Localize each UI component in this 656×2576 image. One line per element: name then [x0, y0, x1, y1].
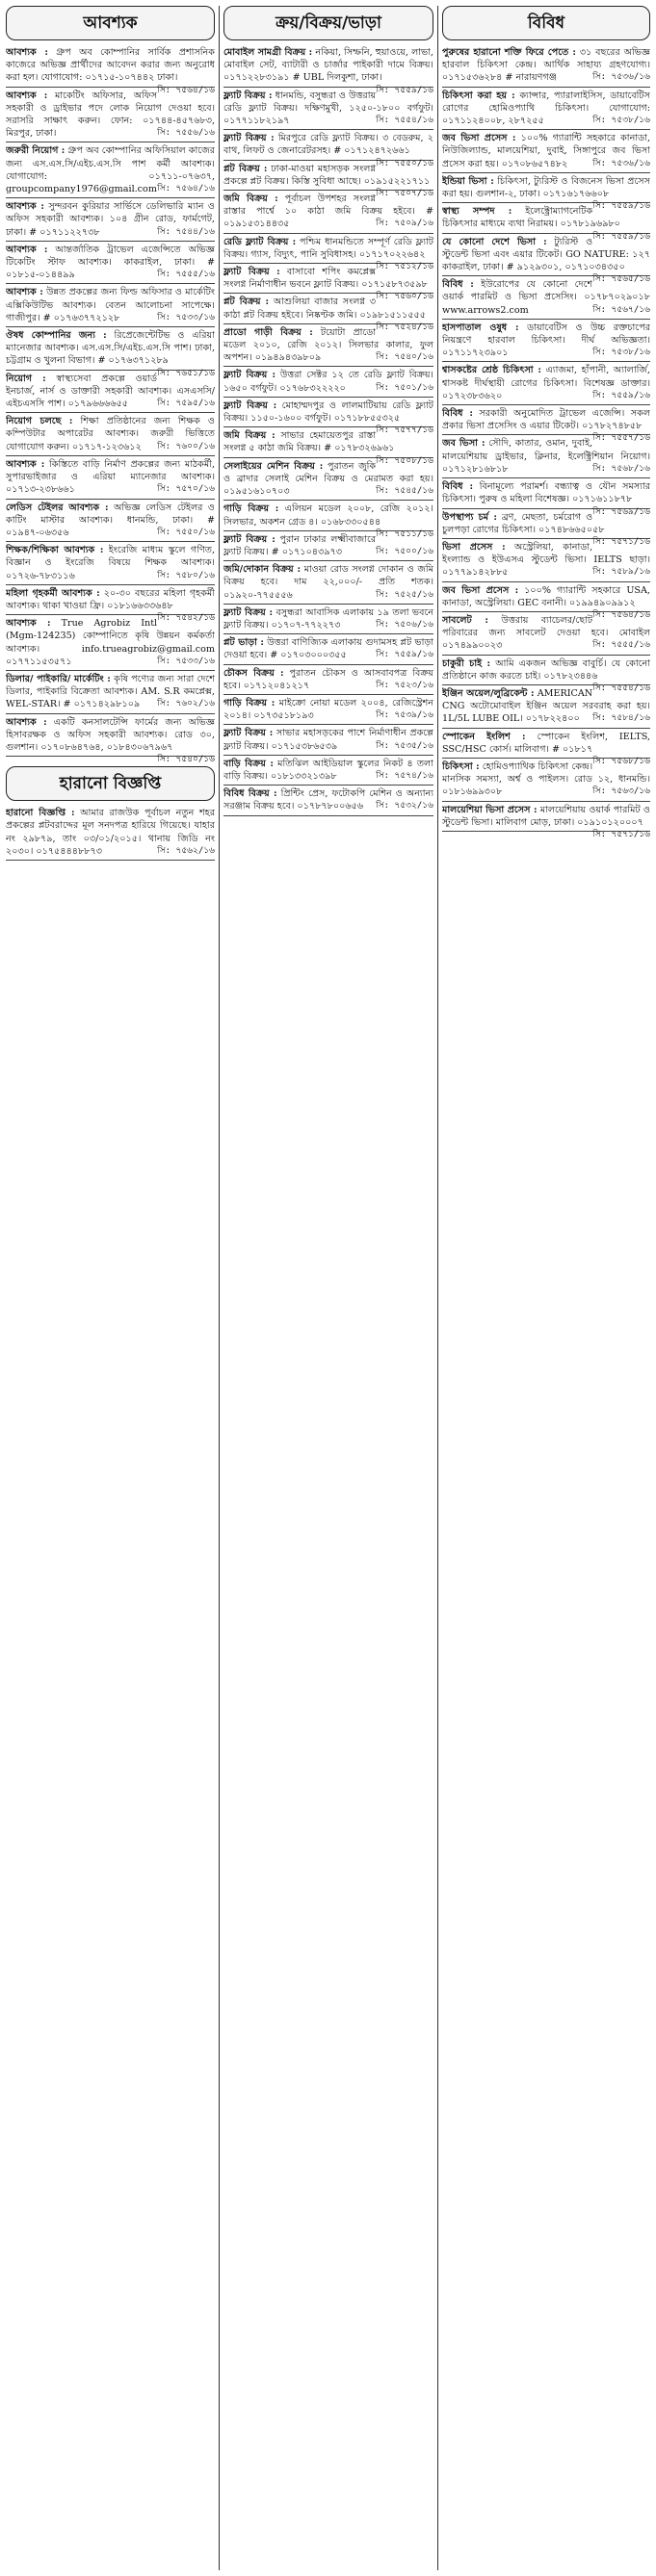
ad-keyword: জব ভিসা প্রসেস : — [442, 133, 516, 144]
column-wanted — [6, 6, 215, 2570]
ad-body: পশ্চিম ধানমন্ডিতে সম্পূর্ণ রেডি ফ্ল্যাট বিক্রয়। গ্যাস, বিদ্যুৎ, পানি সুবিধাসহ। ০১৭১৭০২২৬৪২ — [223, 236, 433, 260]
classified-ad — [223, 369, 433, 397]
classified-ad — [6, 90, 215, 143]
ad-code: সি: ৭৫৫৯/১৬ — [376, 85, 433, 95]
ad-keyword: স্বাস্থ্য সম্পদ : — [442, 206, 512, 218]
section-header-miscellaneous: বিবিধ — [442, 6, 650, 40]
ad-keyword: শিক্ষক/শিক্ষিকা আবশ্যক : — [6, 545, 104, 556]
ad-keyword: মহিলা গৃহকর্মী আবশ্যক : — [6, 587, 100, 599]
ad-keyword: ফ্ল্যাট বিক্রয় : — [223, 728, 274, 739]
classified-ad — [442, 132, 650, 173]
ad-keyword: আবশ্যক : — [6, 47, 48, 58]
ad-code: সি: ৭৫৭১/১৬ — [592, 536, 650, 547]
ad-code: সি: ৭৫৫৪/১৬ — [592, 683, 650, 693]
ad-keyword: জরুরী নিয়োগ : — [6, 145, 66, 157]
classified-ad — [223, 46, 433, 95]
ad-code: সি: ৭৫২৫/১৬ — [376, 589, 433, 600]
ad-body: পূর্বাচল উপশহর সংলগ্ন রাস্তার পার্শ্বে ১০ কাঠা জমি বিক্রয় হইবে। # ০১৯১৫৩১৪৪৩৫ — [223, 193, 433, 230]
ad-body: গ্রুপ অব কোম্পানির অফিসিয়াল কাজের জন্য এস.এস.সি/এইচ.এস.সি পাশ কর্মী আবশ্যক। যোগাযোগ: ০১৭১১-০৭৬৩৭, groupcompany1976@gmail.com — [6, 145, 215, 195]
ads-list-lost-notice — [6, 807, 215, 861]
ad-body: চিকিৎসা, ট্যুরিস্ট ও বিজনেস ভিসা প্রসেস করা হয়। গুলশান-২, ঢাকা। ০১৭১৬১৭৬৬০৮ — [442, 175, 650, 200]
ad-keyword: ফ্ল্যাট বিক্রয় : — [223, 90, 273, 101]
ad-keyword: মালয়েশিয়া ভিসা প্রসেস : — [442, 804, 538, 815]
ads-list-wanted — [6, 46, 215, 765]
ad-code: সি: ৭৫৬২/১৬ — [157, 845, 215, 856]
ad-body: উত্তরা বাণিজ্যিক এলাকায় গুদামসহ প্লট ভাড়া দেওয়া হবে। # ০১৭০৩০০০৩৫৫ — [223, 637, 433, 661]
ad-body: ৩১ বছরের অভিজ্ঞ হারবাল চিকিৎসা কেন্দ্র। আর্থিক সাহায্য গ্রহণযোগ্য। ০১৭১৫৩৬২৮৪ # নারায়ণগঞ্জ — [442, 47, 650, 84]
classified-ad — [223, 132, 433, 168]
ad-body: পুরাতন চৌকস ও আসবাবপত্র বিক্রয় হবে। ০১৭১২০৪১২১৭ — [223, 667, 433, 691]
ad-body: গ্রুপ অব কোম্পানির সার্বিক প্রশাসনিক কাজেরে অভিজ্ঞ প্রার্থীদের আবেদন করার জন্য অনুরোধ করা হল। যোগাযোগ: ০১৭১৫-১০৭৪৪২ ঢাকা। — [6, 47, 215, 84]
ad-body: মাওয়া রোড সংলগ্ন দোকান ও জমি বিক্রয় হবে। দাম ২২,০০০/- প্রতি শতক। ০১৯২০-৭৭৫৫৫৬ — [223, 564, 433, 601]
ad-keyword: স্পোকেন ইংলিশ : — [442, 731, 526, 742]
ad-body: কিস্তিতে বাড়ি নির্মাণ প্রকল্পের জন্য মাঠকর্মী, সুপারভাইজার ও এরিয়া ম্যানেজার আবশ্যক। ০১৭১৩-২৩৮৬৬১ — [6, 458, 215, 496]
ad-body: ইলেক্ট্রোম্যাগনেটিক চিকিৎসার মাধ্যমে ব্যথা নিরাময়। ০১৭৮১৯৬৯৮০ — [442, 206, 620, 230]
ad-body: সাভার হেমায়েতপুর রাস্তা সংলগ্ন ৫ কাঠা জমি বিক্রয়। # ০১৭৮৩২৬৯৬১ — [223, 430, 395, 454]
ad-keyword: শ্বাসকষ্টের শ্রেষ্ঠ চিকিৎসা : — [442, 365, 541, 376]
ad-code: সি: ৭৫৫৯/১৬ — [376, 650, 433, 660]
ad-keyword: ইন্ডিয়া ভিসা : — [442, 175, 494, 187]
ad-body: প্রিন্টিং প্রেস, ফটোকপি মেশিন ও অন্যান্য সরঞ্জাম বিক্রয় হবে। ০১৭৮৭৮০০৬৫৬ — [223, 788, 433, 812]
ad-body: আমার রাজউক পূর্বাচল নতুন শহর প্রকল্পের প্লটবরাদ্দের মূল সনদপত্র হারিয়ে গিয়েছে। যাহার নং ২৯৮৭৯, তাং ০৩/০১/২০১৫। থানায় জিডি নং ২০৩০। ০১৭৫৪৪৪৮৮৭৩ — [6, 808, 215, 857]
ad-code: সি: ৭৫৭১/১৬ — [592, 829, 650, 839]
ad-code: সি: ৭৫৬৪/১৬ — [592, 609, 650, 620]
ad-body: সরকারী অনুমোদিত ট্রাভেল এজেন্সি। সকল প্রকার ভিসা প্রসেসিং ও এয়ার টিকেট। ০১৭৮২৭৪৮৫৮ — [442, 408, 650, 432]
ad-code: সি: ৭৫০৯/১৬ — [376, 219, 433, 229]
ad-keyword: সাবলেট : — [442, 614, 488, 626]
ad-keyword: জব ভিসা : — [442, 438, 485, 450]
ad-body: হোমিওপ্যাথিক চিকিৎসা কেন্দ্র। মানসিক সমস্যা, অর্শ্ব ও পাইলস। রোড ১২, ধানমন্ডি। ০১৮১৬৯৯৩০৮ — [442, 760, 650, 798]
ad-keyword: প্লট ভাড়া : — [223, 637, 264, 649]
ad-body: মোহাম্মদপুর ও লালমাটিয়ায় রেডি ফ্ল্যাট বিক্রয়। ১১৫০-১৬০০ বর্গফুট। ০১৭১৮৮৫৫৩২৫ — [223, 399, 433, 425]
ad-code: সি: ৭৫৮৪/১৬ — [592, 713, 650, 724]
ad-code: সি: ৭৫১১/১৬ — [376, 528, 433, 539]
ad-keyword: ইঞ্জিন অয়েল/লুব্রিকেন্ট : — [442, 687, 535, 699]
classified-ad — [223, 727, 433, 755]
ad-body: অভিজ্ঞ লেডিস টেইলর ও কাটিং মাস্টার আবশ্যক। ধানমন্ডি, ঢাকা। # ০১৯৪৭-০৬৩৫৬ — [6, 502, 215, 538]
ad-body: সুন্দরবন কুরিয়ার সার্ভিসে ডেলিভারি ম্যান ও অফিস সহকারী আবশ্যক। ১০৪ গ্রীন রোড, ফার্মগেট, ঢাকা। # ০১৭১১২২৭৩৮ — [6, 201, 215, 238]
section-header-wanted: আবশ্যক — [6, 6, 215, 40]
ad-code: সি: ৭৫৬৪/১৬ — [157, 85, 215, 95]
ad-code: সি: ৭৫৫৫/১৬ — [157, 270, 215, 280]
ad-keyword: বিবিধ : — [442, 481, 474, 493]
ad-body: মতিঝিল আইডিয়াল স্কুলের নিকট ৪ তলা বাড়ি বিক্রয়। ০১৮১৩৩২১৩৯৮ — [223, 758, 433, 782]
ad-body: ঢাকা-মাওয়া মহাসড়ক সংলগ্ন প্রকল্পে প্লট বিক্রয়। কিস্তি সুবিধা আছে। ০১৯১৫২২১৭১১ — [223, 163, 431, 187]
ad-body: ডায়াবেটিস ও উচ্চ রক্তচাপের নিয়ন্ত্রণে হারবাল চিকিৎসা। দীর্ঘ অভিজ্ঞতা। ০১৭১১৭২৩৯০১ — [442, 322, 650, 359]
ad-body: মিরপুরে রেডি ফ্ল্যাট বিক্রয়। ৩ বেডরুম, ২ বাথ, লিফট ও জেনারেটরসহ। # ০১৭১২৪৭২৬৬১ — [223, 133, 433, 157]
ad-keyword: নিয়োগ চলছে : — [6, 416, 73, 427]
ad-keyword: সেলাইয়ের মেশিন বিক্রয় : — [223, 460, 324, 472]
ad-code: সি: ৭৫০৭/১৬ — [376, 189, 433, 199]
ad-code: সি: ৭৫৩৯/১৬ — [376, 710, 433, 721]
ad-code: সি: ৭৫৫৯/১৬ — [592, 231, 650, 242]
ad-body: True Agrobiz Intl (Mgm-124235) কোম্পানিতে কৃষি উন্নয়ন কর্মকর্তা আবশ্যক। info.trueagrobiz@gmail.com ০১৭৭১১৫৩৫৭১ — [6, 618, 215, 667]
ad-body: ২০-৩০ বছরের মহিলা গৃহকর্মী আবশ্যক। থাকা খাওয়া ফ্রি। ০১৮১৬৬৩৩৬৪৮ — [6, 587, 215, 611]
classified-ad — [6, 716, 215, 765]
ad-code: সি: ৭৫৩৩/১৬ — [157, 656, 215, 666]
classified-ad — [6, 502, 215, 543]
section-header-lost-notice: হারানো বিজ্ঞপ্তি — [6, 766, 215, 801]
ad-code: সি: ৭৬০২/১৬ — [157, 699, 215, 709]
ad-code: সি: ৭৫৩৮/১৬ — [592, 348, 650, 358]
ad-code: সি: ৭৫৪২/১৬ — [157, 613, 215, 624]
classified-ad — [6, 46, 215, 95]
ad-code: সি: ৭৫৭০/১৬ — [157, 484, 215, 495]
ad-body: বসুন্ধরা আবাসিক এলাকায় ১৯ তলা ভবনে ফ্ল্যাট বিক্রয়। ০১৭০৭-৭৭২২৭৩ — [223, 606, 433, 631]
ad-code: সি: ৭৫৭৭/১৬ — [376, 425, 433, 436]
ad-code: সি: ৭৫০১/১৬ — [376, 382, 433, 393]
ad-body: মাকেটিং অফিসার, অফিস সহকারী ও ড্রাইভার পদে লোক নিয়োগ দেওয়া হবে। সরাসরি সাক্ষাৎ করুন। ফোন: ০১৭৪৪-৪৫৭৬৮৩, মিরপুর, ঢাকা। — [6, 90, 215, 140]
ad-keyword: চৌকস বিক্রয় : — [223, 667, 284, 679]
ad-code: সি: ৭৫৫০/১৬ — [157, 527, 215, 537]
ad-code: সি: ৭৫৪০/১৬ — [376, 352, 433, 363]
ad-body: আন্তর্জাতিক ট্রাভেল এজেন্সিতে অভিজ্ঞ টিকেটিং স্টাফ আবশ্যক। কাকরাইল, ঢাকা। # ০১৮১৫-০১৪৪৯৯ — [6, 244, 215, 281]
ad-code: সি: ৭৫৩৬/১৬ — [592, 72, 650, 83]
ad-keyword: উপস্থাপ্য চর্ম : — [442, 511, 497, 523]
ad-keyword: আবশ্যক : — [6, 716, 47, 728]
classified-ad — [223, 787, 433, 815]
classified-ad — [442, 90, 650, 131]
ad-code: সি: ৭৫৪৫/১৬ — [376, 486, 433, 497]
ad-code: সি: ৭৫৬৮/১৬ — [592, 756, 650, 766]
ad-keyword: জমি বিক্রয় : — [223, 193, 278, 205]
ad-keyword: প্লট বিক্রয় : — [223, 296, 270, 308]
ad-body: উত্তরা সেক্টর ১২ তে রেডি ফ্ল্যাট বিক্রয়। ১৬৫০ বর্গফুট। ০১৭৬৮৩২২২২০ — [223, 370, 433, 394]
ad-code: সি: ৭৬০০/১৬ — [157, 441, 215, 451]
section-header-buy-sell-rent: ক্রয়/বিক্রয়/ভাড়া — [223, 6, 433, 40]
ad-code: সি: ৭৫৫৪/১৬ — [376, 116, 433, 126]
ad-keyword: ডিলার/ পাইকারি/ মার্কেটিং : — [6, 673, 111, 684]
ad-body: সাভার মহাসড়কের পাশে নির্মাণাধীন প্রকল্পে ফ্ল্যাট বিক্রয়। ০১৭১৫৩৮৬৫৩৯ — [223, 728, 433, 752]
ad-code: সি: ৭৫৬৩/১৬ — [592, 786, 650, 797]
ad-body: এলিয়ন মডেল ২০০৮, রেজি ২০১২। সিলভার, অকশন গ্রেড ৪। ০১৬৮৩৩০৫৪৪ — [223, 503, 433, 528]
ad-code: সি: ৭৬৫১/১৬ — [157, 368, 215, 378]
ad-keyword: জমি/দোকান বিক্রয় : — [223, 564, 302, 576]
ad-code: সি: ৭৫৬৭/১৬ — [592, 304, 650, 315]
classified-ad — [223, 697, 433, 725]
ad-keyword: জব ভিসা প্রসেস : — [442, 584, 519, 596]
ad-body: ইউরোপের যে কোনো দেশে ওয়ার্ক পারমিট ও ভিসা প্রসেসিং। ০১৭৮৭০২৯০১৮ www.arrows2.com — [442, 279, 650, 316]
ads-list-buy-sell-rent — [223, 46, 433, 816]
ad-keyword: চিকিৎসা করা হয় : — [442, 90, 515, 101]
ad-keyword: চাকুরী চাই : — [442, 657, 491, 669]
ad-code: সি: ৭৫৪০/১৬ — [157, 755, 215, 765]
ad-keyword: ফ্ল্যাট বিক্রয় : — [223, 533, 276, 545]
ad-code: সি: ৭৫৩৬/১৬ — [592, 158, 650, 168]
classified-ad — [223, 606, 433, 634]
ad-code: সি: ৭৫০৬/১৬ — [376, 619, 433, 630]
column-divider — [437, 6, 438, 2570]
ad-keyword: আবশ্যক : — [6, 287, 43, 298]
ad-keyword: আবশ্যক : — [6, 458, 45, 470]
classified-ad — [223, 236, 433, 272]
ad-body: উন্নত প্রকল্পের জন্য ফিল্ড অফিসার ও মার্কেটিং এক্সিকিউটিভ আবশ্যক। বেতন আলোচনা সাপেক্ষে। গাজীপুর। # ০১৭৬৩৭৭২১২৮ — [6, 287, 215, 323]
ad-body: AMERICAN CNG অটোমোবাইল ইঞ্জিন অয়েল সরবরাহ করা হয়। 1L/5L LUBE OIL। ০১৭৮২২৪০০ — [442, 687, 650, 725]
ad-body: পুরাতন জুকি ও ব্রাদার সেলাই মেশিন বিক্রয় ও মেরামত করা হয়। ০১৯৫১৬১০৭০৩ — [223, 460, 433, 498]
classified-ad — [6, 544, 215, 585]
classified-ad — [442, 46, 650, 88]
ad-code: সি: ৭৫৬৫/১৬ — [592, 274, 650, 285]
classified-ad — [442, 364, 650, 405]
ad-code: সি: ৭৫৪৪/১৬ — [157, 226, 215, 237]
ad-keyword: চিকিৎসা : — [442, 760, 480, 772]
ad-body: নকিয়া, সিম্ফনি, হুয়াওয়ে, লাভা, মোবাইল সেট, ব্যাটারী ও চার্জার পাইকারী দামে বিক্রয়। ০১৭১২২৮৩১৯১ # UBL দিলকুশা, ঢাকা। — [223, 47, 433, 84]
ad-body: টয়োটা প্রাডো মডেল ২০১০, রেজি ২০১২। সিলভার কালার, ফুল অপশন। ০১৯৪৯৪৩৯৮০৯ — [223, 326, 433, 364]
classified-ad — [223, 636, 433, 664]
ad-keyword: আবশ্যক : — [6, 201, 44, 213]
ad-keyword: আবশ্যক : — [6, 244, 48, 255]
ad-body: সৌদি, কাতার, ওমান, দুবাই, মালয়েশিয়ায় ড্রাইভার, ক্লিনার, ইলেক্ট্রিশিয়ান নিয়োগ। ০১৭১২৮১৬৮১৮ — [442, 438, 650, 475]
ad-keyword: ফ্ল্যাট বিক্রয় : — [223, 399, 277, 411]
ad-body: উত্তরায় ব্যাচেলর/ছোট পরিবারের জন্য সাবলেট দেওয়া হবে। মোবাইল ০১৭৪৯৯০০২৩ — [442, 614, 650, 652]
ad-keyword: হারানো বিজ্ঞপ্তি : — [6, 808, 75, 819]
ad-code: সি: ৭৫৩৫/১৬ — [376, 740, 433, 751]
ad-keyword: ফ্ল্যাট বিক্রয় : — [223, 370, 276, 381]
ad-body: ধানমন্ডি, বসুন্ধরা ও উত্তরায় রেডি ফ্ল্যাট বিক্রয়। দক্ষিণমুখী, ১২৫০-১৮০০ বর্গফুট। ০১৭৭১১৮২১৯৭ — [223, 90, 433, 127]
ad-keyword: বিবিধ বিক্রয় : — [223, 788, 277, 800]
ad-code: সি: ৭৫৩৩/১৬ — [157, 312, 215, 322]
ad-code: সি: ৭৫৩২/১৬ — [376, 801, 433, 811]
ad-body: আমি একজন অভিজ্ঞ বাবুর্চি। যে কোনো প্রতিষ্ঠানে কাজ করতে চাই। ০১৭৮২৩৪৪৬ — [442, 657, 650, 682]
ad-code: সি: ৭৫৯৫/১৬ — [157, 399, 215, 409]
ad-code: সি: ৭৫১২/১৬ — [376, 262, 433, 272]
ad-body: ট্যুরিস্ট ও স্টুডেন্ট ভিসা এবং এয়ার টিকেট। GO NATURE: ১২৭ কাকরাইল, ঢাকা। # ৯১২৯৩০১, ০১৭১০৩৪৩৫০ — [442, 236, 650, 273]
ad-code: সি: ৭৫৫৬/১৬ — [157, 128, 215, 139]
ad-keyword: ফ্ল্যাট বিক্রয় : — [223, 267, 280, 278]
column-miscellaneous — [442, 6, 650, 2570]
ad-keyword: প্রাডো গাড়ী বিক্রয় : — [223, 326, 313, 338]
ad-code: সি: ৭৫৮০/১৬ — [157, 570, 215, 580]
ad-keyword: বিবিধ : — [442, 279, 474, 291]
ad-body: এ্যাজমা, হাঁপানী, অ্যালার্জি, শ্বাসকষ্ট দীর্ঘস্থায়ী রোগের চিকিৎসা। বিশেষজ্ঞ ডাক্তার। ০১৭২৩৮৩৬২০ — [442, 365, 650, 401]
ad-code: সি: ৭৫৫৯/১৬ — [592, 201, 650, 212]
ad-keyword: ভিসা প্রসেস : — [442, 541, 506, 553]
ad-body: অস্ট্রেলিয়া, কানাডা, ইংল্যান্ড ও ইউএসএ স্টুডেন্ট ভিসা। IELTS ছাড়া। ০১৭৭৯১৪২৮৮৫ — [442, 541, 650, 579]
classified-ad — [6, 617, 215, 671]
classified-ad — [6, 458, 215, 500]
classified-ad — [6, 144, 215, 198]
ad-keyword: বাড়ি বিক্রয় : — [223, 758, 274, 769]
classified-ad — [6, 587, 215, 624]
ad-keyword: রেডি ফ্ল্যাট বিক্রয় : — [223, 236, 297, 247]
ad-keyword: নিয়োগ : — [6, 373, 46, 384]
classified-ad — [6, 807, 215, 861]
ad-body: আশুলিয়া বাজার সংলগ্ন ৩ কাঠা প্লট বিক্রয় হইবে। নিষ্কণ্টক জমি। ০১৯৮১৫১১৫৫৫ — [223, 296, 427, 321]
ad-body: ক্যান্সার, প্যারালাইসিস, ডায়াবেটিস রোগের হোমিওপ্যাথি চিকিৎসা। যোগাযোগ: ০১৭১১২৪০০৮, ২৮৭২৫৫ — [442, 90, 650, 127]
ad-code: সি: ৭৫৮৯/১৬ — [592, 567, 650, 578]
ad-body: বিনামূল্যে পরামর্শ। বন্ধ্যাত্ব ও যৌন সমস্যার চিকিৎসা। পুরুষ ও মহিলা বিশেষজ্ঞ। ০১৭১৬১১৮৭৮ — [442, 481, 650, 505]
ad-body: ১০০% গ্যারান্টি সহকারে কানাডা, নিউজিল্যান্ড, মালয়েশিয়া, দুবাই, সিঙ্গাপুরে জব ভিসা প্রসেস করা হয়। ০১৭০৮৬৫৭৪৮২ — [442, 133, 650, 169]
ad-code: সি: ৭৫৫৫/১৬ — [592, 640, 650, 651]
ad-keyword: মোবাইল সামগ্রী বিক্রয় : — [223, 47, 313, 58]
column-buy-sell-rent — [223, 6, 433, 2570]
classified-ad — [6, 200, 215, 242]
ad-code: সি: ৭৫৫৯/১৬ — [592, 390, 650, 400]
ad-keyword: লেডিস টেইলর আবশ্যক : — [6, 502, 109, 513]
ad-code: সি: ৭৫০০/১৬ — [376, 546, 433, 556]
ad-code: সি: ৭৫৬০/১৬ — [376, 292, 433, 302]
ad-body: স্পোকেন ইংলিশ, IELTS, SSC/HSC কোর্স। মালিবাগ। # ০১৮১৭ — [442, 731, 650, 755]
ad-body: বাসাবো শপিং কমপ্লেক্স সংলগ্ন নির্মাণাধীন ভবনে ফ্ল্যাট বিক্রয়। ০১৭১৫৮৭৩৫৯৮ — [223, 267, 428, 291]
ads-list-miscellaneous — [442, 46, 650, 839]
classified-ad — [442, 804, 650, 839]
ad-code: সি: ৭৫২৪/১৬ — [376, 322, 433, 332]
ad-body: ব্রণ, মেছতা, চর্মরোগ ও চুলপড়া রোগের চিকিৎসা। ০১৭৪৮৬৬৫০৫৮ — [442, 511, 605, 535]
ad-keyword: প্লট বিক্রয় : — [223, 163, 268, 174]
ad-code: সি: ৭৫৩৮/১৬ — [592, 116, 650, 126]
ad-body: মালয়েশিয়ায় ওয়ার্ক পারমিট ও স্টুডেন্ট ভিসা। মালিবাগ মোড়, ঢাকা। ০১৯১০১২০০০৭ — [442, 804, 650, 828]
ad-body: রিপ্রেজেন্টেটিভ ও এরিয়া ম্যানেজার আবশ্যক। এস.এস.সি/এইচ.এস.সি পাশ। ঢাকা, চট্টগ্রাম ও খুলনা বিভাগ। # ০১৭৬৩৭১২৮৯ — [6, 330, 215, 367]
ad-keyword: আবশ্যক : — [6, 90, 48, 101]
classified-ad — [6, 244, 215, 285]
classified-ad — [6, 329, 215, 378]
ad-code: সি: ৭৫৬৯/১৬ — [592, 506, 650, 517]
ad-body: শিক্ষা প্রতিষ্ঠানের জন্য শিক্ষক ও কম্পিউটার অপারেটর আবশ্যক। জরুরী ভিত্তিতে যোগাযোগ করুন। ০১৭১৭-১২৩৬১২ — [6, 416, 215, 452]
ad-keyword: বিবিধ : — [442, 408, 473, 420]
ad-body: ১০০% গ্যারান্টি সহকারে USA, কানাডা, অস্ট্রেলিয়া। GEC বনানী। ০১৯৯৪৯০৯৯১২ — [442, 584, 650, 608]
ad-keyword: গাড়ি বিক্রয় : — [223, 697, 276, 708]
ad-body: কৃষি পণ্যের জন্য সারা দেশে ডিলার, পাইকারি বিক্রেতা আবশ্যক। AM. S.R কমপ্লেক্স, WEL-STAR। # ০১৭১৪২৯৮১০৯ — [6, 673, 215, 710]
ad-code: সি: ৭৫৭৪/১৬ — [376, 770, 433, 781]
ad-keyword: পুরুষের হারানো শক্তি ফিরে পেতে : — [442, 47, 576, 58]
ad-code: সি: ৭৫৫৭/১৬ — [592, 433, 650, 444]
ad-code: সি: ৭৫২৩/১৬ — [376, 680, 433, 690]
classified-ad — [6, 286, 215, 327]
ad-keyword: আবশ্যক : — [6, 618, 51, 630]
ad-keyword: ঔষধ কোম্পানির জন্য : — [6, 330, 107, 342]
ad-keyword: ফ্ল্যাট বিক্রয় : — [223, 133, 275, 144]
ad-code: সি: ৭৫৫০/১৬ — [376, 158, 433, 168]
classified-ad — [6, 415, 215, 456]
ad-body: মাইক্রো নোয়া মডেল ২০০৪, রেজিস্ট্রেশন ২০১৪। ০১৭৩৫১৮১৯৩ — [223, 697, 433, 722]
ad-body: একটি কনসালটেন্সি ফার্মের জন্য অভিজ্ঞ হিসাবরক্ষক ও অফিস সহকারী আবশ্যক। রোড ৩০, গুলশান। ০১৭০৮৬৪৭৬৪, ০১৮৪৩০৬৭৯৬৭ — [6, 716, 215, 753]
classified-ad — [223, 758, 433, 786]
ad-body: স্বাস্থ্যসেবা প্রকল্পে ওয়ার্ড ইনচার্জ, নার্স ও ডাক্তারী সহকারী আবশ্যক। এসএসসি/এইচএসসি পাশ। ০১৭৯৬৬৬৬৫৫ — [6, 373, 215, 410]
classified-ad — [223, 667, 433, 695]
ad-keyword: জমি বিক্রয় : — [223, 430, 276, 442]
ad-keyword: হাসপাতাল ওষুধ : — [442, 322, 519, 333]
ad-keyword: গাড়ি বিক্রয় : — [223, 503, 279, 515]
column-divider — [219, 6, 220, 2570]
ad-keyword: ফ্ল্যাট বিক্রয় : — [223, 606, 274, 618]
ad-body: পুরান ঢাকার লক্ষ্মীবাজারে ফ্ল্যাট বিক্রয়। # ০১৭১০৪৩৯৭৩ — [223, 533, 377, 557]
classified-ad — [6, 673, 215, 714]
ad-code: সি: ৭৫০৮/১৬ — [376, 455, 433, 466]
ad-code: সি: ৭৫৬৪/১৬ — [157, 184, 215, 194]
classified-ad — [223, 563, 433, 605]
ad-body: ইংরেজি মাধ্যম স্কুলে গণিত, বিজ্ঞান ও ইংরেজি বিষয়ে শিক্ষক আবশ্যক। ০১৭২৬-৭৮৩১১৬ — [6, 545, 215, 581]
ad-keyword: যে কোনো দেশে ভিসা : — [442, 236, 547, 247]
classified-ad — [442, 322, 650, 363]
ad-code: সি: ৭৫৬৮/১৬ — [592, 463, 650, 474]
